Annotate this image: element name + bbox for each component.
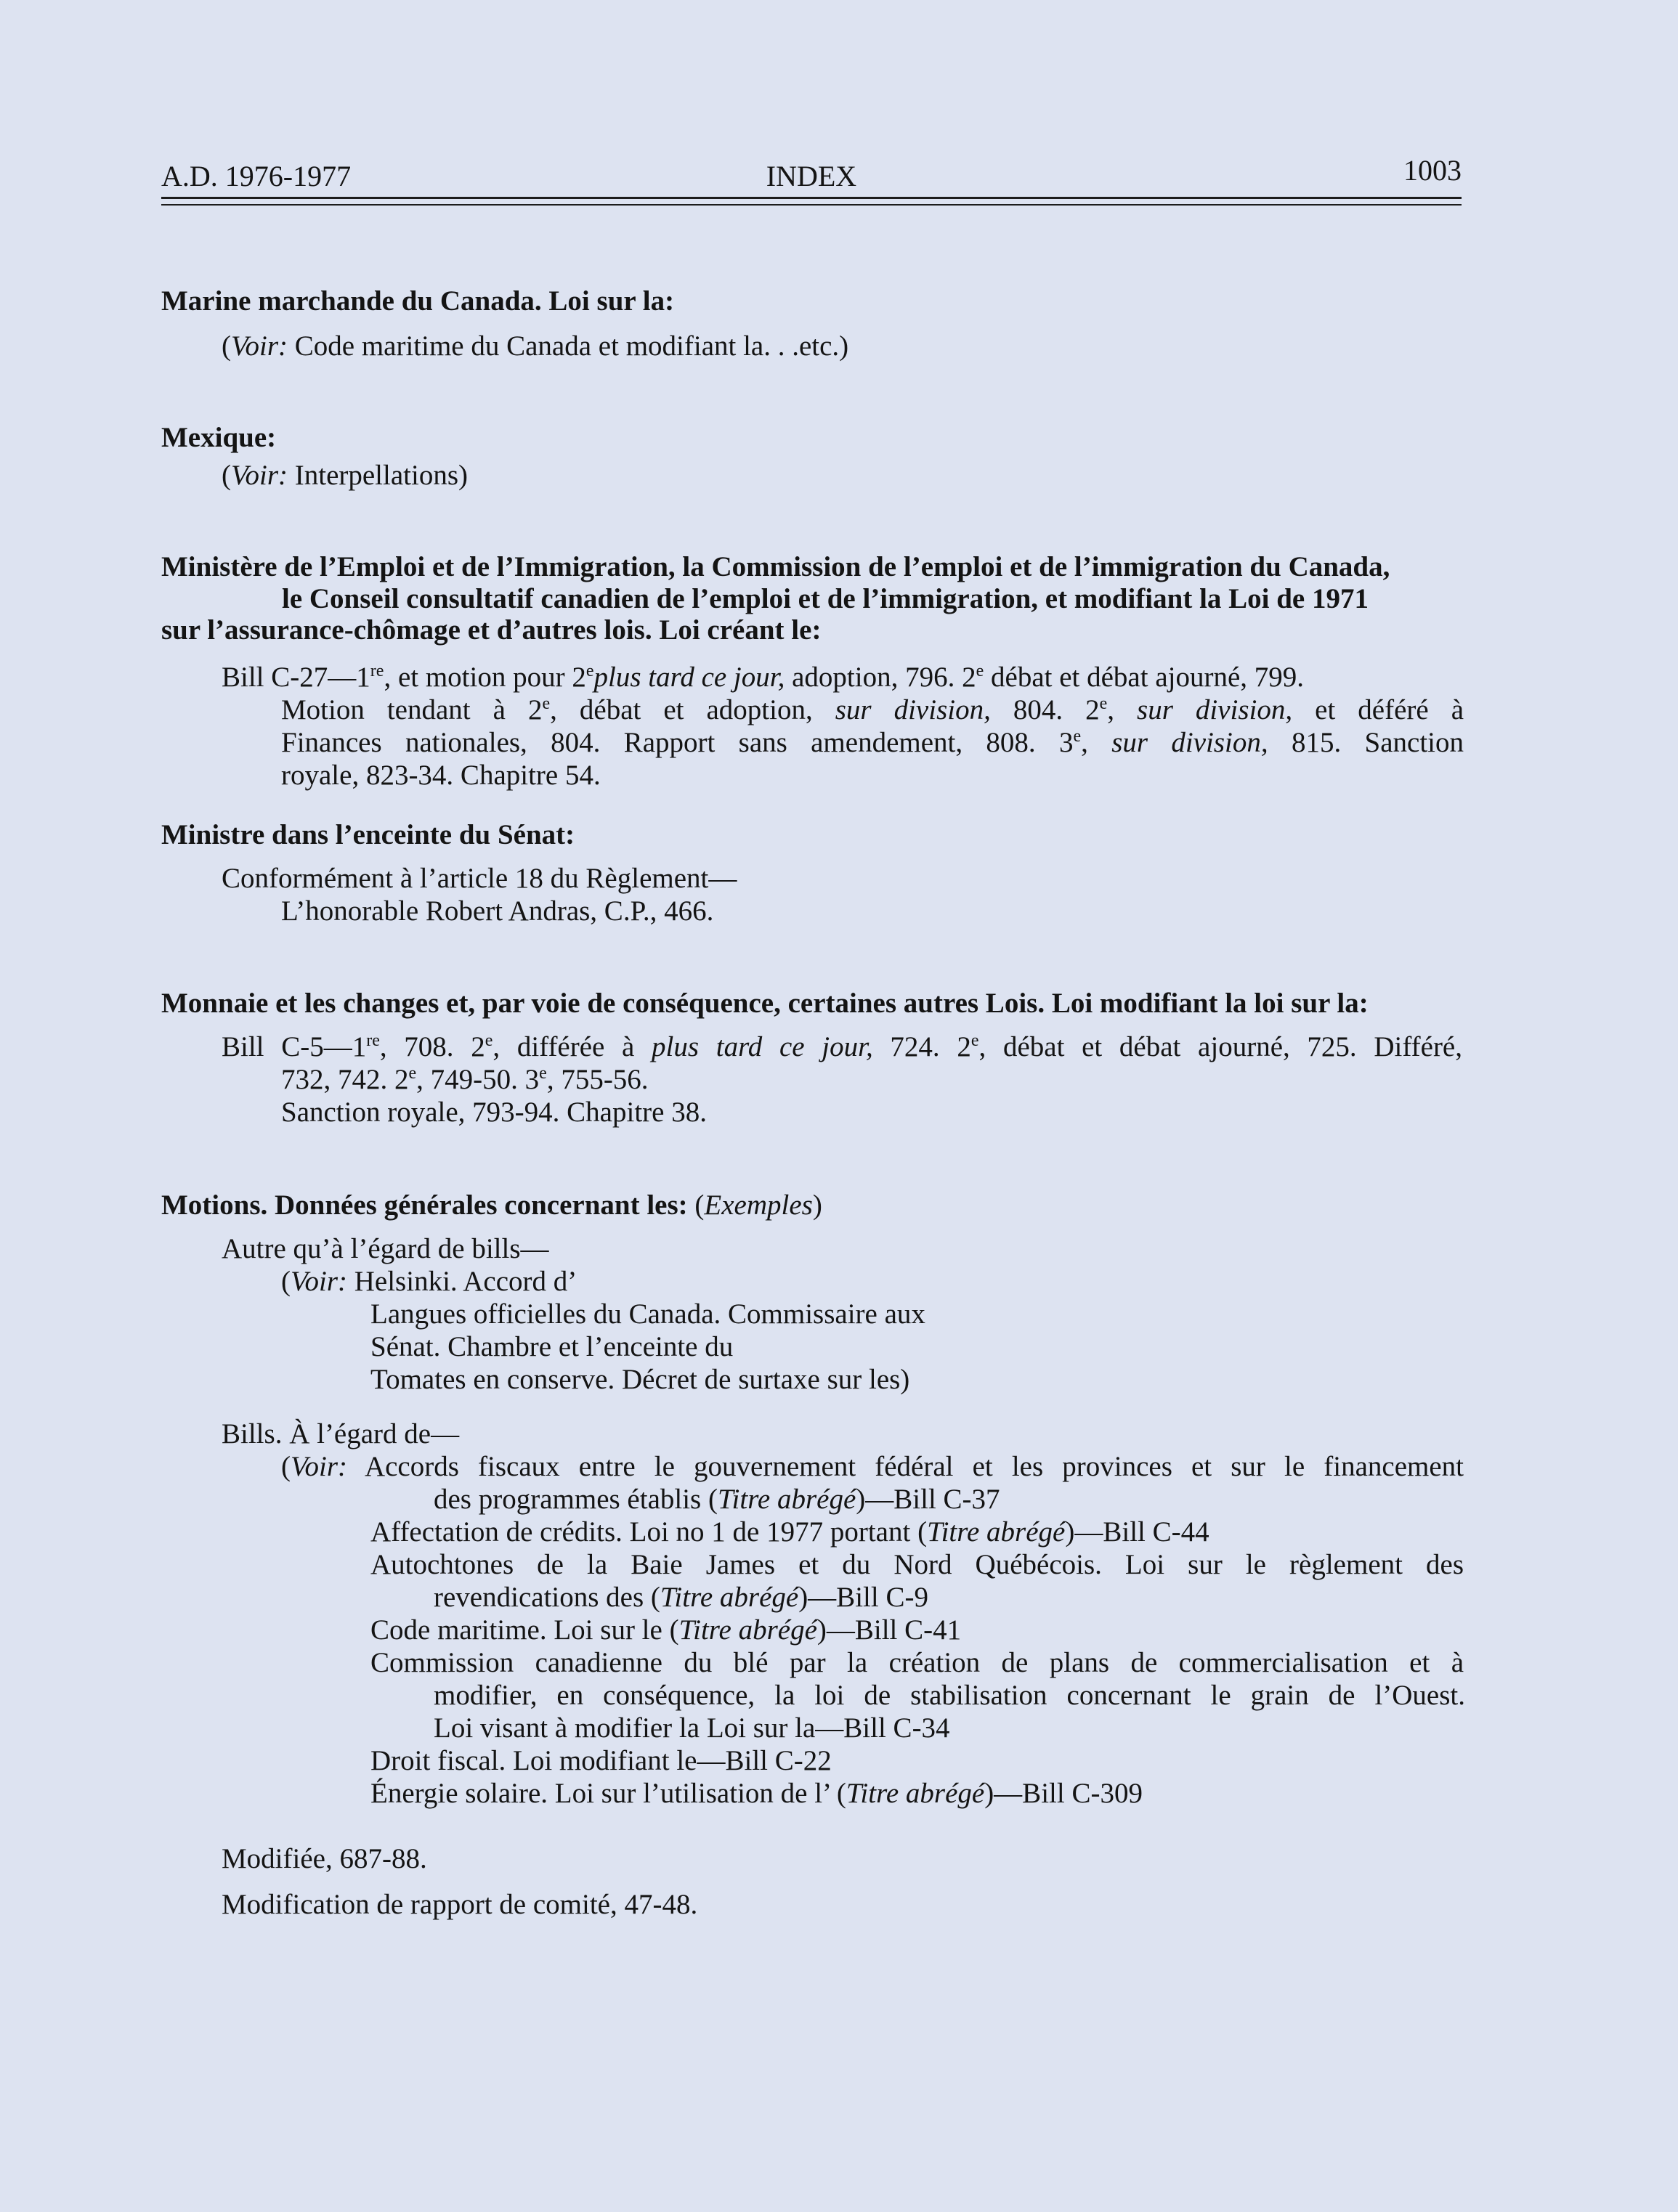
- text: , 708. 2: [379, 1031, 485, 1062]
- text: )—Bill C-44: [1065, 1516, 1209, 1548]
- bill-c27-line3: [281, 726, 1464, 760]
- paren: (: [222, 460, 231, 491]
- text: et déféré à: [1292, 694, 1464, 725]
- heading-text: Motions. Données générales concernant les:: [161, 1190, 695, 1221]
- italic-text: Titre abrégé: [717, 1484, 856, 1515]
- paren: (: [222, 330, 231, 362]
- sup: e: [1099, 694, 1108, 713]
- entry-heading-ministre-senat: Ministre dans l’enceinte du Sénat:: [161, 819, 575, 850]
- see-also-text: Interpellations): [288, 460, 468, 491]
- text: )—Bill C-37: [856, 1484, 1000, 1515]
- sup: e: [970, 1031, 979, 1050]
- voir-label: Voir:: [231, 460, 288, 491]
- entry-heading-motions: [161, 1189, 822, 1222]
- text: Bill C-27—1: [222, 662, 370, 693]
- bill-c27-line1: [222, 661, 1304, 694]
- sup: e: [976, 662, 984, 680]
- text: , débat et débat ajourné, 725. Différé,: [978, 1031, 1462, 1062]
- italic-text: Titre abrégé: [927, 1516, 1066, 1548]
- see-also-autochtones-line2: [434, 1581, 928, 1614]
- text: , 755-56.: [546, 1064, 649, 1095]
- modification-rapport-line: Modification de rapport de comité, 47-48.: [222, 1889, 698, 1920]
- text: Motion tendant à 2: [281, 694, 543, 725]
- text: ,: [1107, 694, 1138, 725]
- see-also-langues: Langues officielles du Canada. Commissaire aux: [370, 1298, 925, 1330]
- entry-heading-mexique: Mexique:: [161, 422, 277, 453]
- header-rule-top: [161, 197, 1462, 199]
- voir-label: Voir:: [291, 1266, 347, 1297]
- text: 732, 742. 2: [281, 1064, 409, 1095]
- sup: re: [366, 1031, 380, 1050]
- header-rule-bottom: [161, 204, 1462, 206]
- see-also-affectation: [370, 1516, 1209, 1549]
- text: 724. 2: [872, 1031, 971, 1062]
- text: )—Bill C-41: [816, 1614, 962, 1646]
- text: revendications des (: [434, 1582, 660, 1613]
- entry-see-also: [222, 330, 848, 363]
- text: , différée à: [493, 1031, 652, 1062]
- paren: (: [281, 1451, 291, 1482]
- text: Bill C-5—1: [222, 1031, 367, 1062]
- header-title: INDEX: [766, 160, 857, 192]
- bill-c5-line2: [281, 1063, 649, 1097]
- text: 804. 2: [990, 694, 1100, 725]
- text: , débat et adoption,: [550, 694, 835, 725]
- italic-text: sur division,: [835, 694, 991, 725]
- text: Code maritime. Loi sur le (: [370, 1614, 679, 1646]
- sup: e: [539, 1064, 547, 1083]
- sup: re: [370, 662, 384, 680]
- see-also-autochtones-line1: Autochtones de la Baie James et du Nord Québécois. Loi sur le règlement des: [370, 1549, 1464, 1580]
- paren: (: [694, 1190, 705, 1221]
- text: débat et débat ajourné, 799.: [984, 662, 1305, 693]
- italic-text: Titre abrégé: [660, 1582, 799, 1613]
- autre-qu-a-l-egard: Autre qu’à l’égard de bills—: [222, 1233, 549, 1264]
- bill-c27-line4: royale, 823-34. Chapitre 54.: [281, 760, 601, 791]
- see-also-senat: Sénat. Chambre et l’enceinte du: [370, 1331, 734, 1362]
- entry-heading-ministere-line3: sur l’assurance-chômage et d’autres lois. Loi créant le:: [161, 614, 822, 646]
- voir-label: Voir:: [291, 1451, 347, 1482]
- text: )—Bill C-9: [798, 1582, 928, 1613]
- italic-text: sur division,: [1137, 694, 1293, 725]
- text: ,: [1081, 727, 1112, 758]
- text: , et motion pour 2: [384, 662, 586, 693]
- see-also-tomates: Tomates en conserve. Décret de surtaxe sur les): [370, 1364, 910, 1395]
- see-also-droit-fiscal: Droit fiscal. Loi modifiant le—Bill C-22: [370, 1745, 832, 1776]
- see-also-commission-ble-line2: modifier, en conséquence, la loi de stabilisation concernant le grain de l’Ouest.: [434, 1680, 1465, 1711]
- reglement-line: Conformément à l’article 18 du Règlement—: [222, 863, 737, 894]
- see-also-code-maritime: [370, 1614, 961, 1647]
- see-also-helsinki: [281, 1265, 577, 1298]
- text: , 749-50. 3: [416, 1064, 540, 1095]
- text: Énergie solaire. Loi sur l’utilisation de l’ (: [370, 1778, 846, 1809]
- sup: e: [585, 662, 594, 680]
- bills-a-l-egard: Bills. À l’égard de—: [222, 1418, 460, 1449]
- entry-heading-ministere-line1: Ministère de l’Emploi et de l’Immigration, la Commission de l’emploi et de l’immigration du Canada,: [161, 551, 1390, 582]
- bill-c27-line2: [281, 694, 1464, 727]
- italic-text: Exemples: [704, 1190, 813, 1221]
- bill-c5-line1: [222, 1030, 1462, 1064]
- modifiee-line: Modifiée, 687-88.: [222, 1843, 427, 1874]
- entry-heading-ministere-line2: le Conseil consultatif canadien de l’emploi et de l’immigration, et modifiant la Loi de 1971: [282, 583, 1369, 614]
- text: des programmes établis (: [434, 1484, 718, 1515]
- sup: e: [1073, 727, 1082, 746]
- text: Helsinki. Accord d’: [347, 1266, 577, 1297]
- voir-label: Voir:: [231, 330, 288, 362]
- sup: e: [542, 694, 551, 713]
- italic-text: Titre abrégé: [678, 1614, 817, 1646]
- text: adoption, 796. 2: [785, 662, 976, 693]
- see-also-commission-ble-line1: Commission canadienne du blé par la création de plans de commercialisation et à: [370, 1647, 1464, 1678]
- see-also-text: Code maritime du Canada et modifiant la. . .etc.): [288, 330, 849, 362]
- text: Affectation de crédits. Loi no 1 de 1977 portant (: [370, 1516, 928, 1548]
- see-also-accords-line1: [281, 1450, 1464, 1484]
- text: Finances nationales, 804. Rapport sans amendement, 808. 3: [281, 727, 1074, 758]
- sup: e: [485, 1031, 493, 1050]
- see-also-commission-ble-line3: Loi visant à modifier la Loi sur la—Bill C-34: [434, 1712, 950, 1744]
- andras-line: L’honorable Robert Andras, C.P., 466.: [281, 895, 714, 927]
- entry-heading-monnaie: Monnaie et les changes et, par voie de conséquence, certaines autres Lois. Loi modifiant la loi sur la:: [161, 988, 1369, 1019]
- entry-see-also: [222, 459, 468, 492]
- italic-text: Titre abrégé: [846, 1778, 985, 1809]
- page-number: 1003: [1403, 154, 1462, 187]
- italic-text: plus tard ce jour,: [652, 1031, 873, 1062]
- header-years: A.D. 1976-1977: [161, 160, 352, 192]
- italic-text: sur division,: [1111, 727, 1268, 758]
- see-also-energie-solaire: [370, 1777, 1143, 1810]
- italic-text: plus tard ce jour,: [593, 662, 785, 693]
- entry-heading-marine-marchande: Marine marchande du Canada. Loi sur la:: [161, 285, 675, 317]
- text: )—Bill C-309: [984, 1778, 1143, 1809]
- sup: e: [408, 1064, 417, 1083]
- text: Accords fiscaux entre le gouvernement fédéral et les provinces et sur le financement: [347, 1451, 1464, 1482]
- bill-c5-line3: Sanction royale, 793-94. Chapitre 38.: [281, 1097, 707, 1128]
- see-also-accords-line2: [434, 1483, 1000, 1516]
- running-header: [161, 154, 1462, 198]
- paren: ): [812, 1190, 822, 1221]
- text: 815. Sanction: [1268, 727, 1464, 758]
- paren: (: [281, 1266, 291, 1297]
